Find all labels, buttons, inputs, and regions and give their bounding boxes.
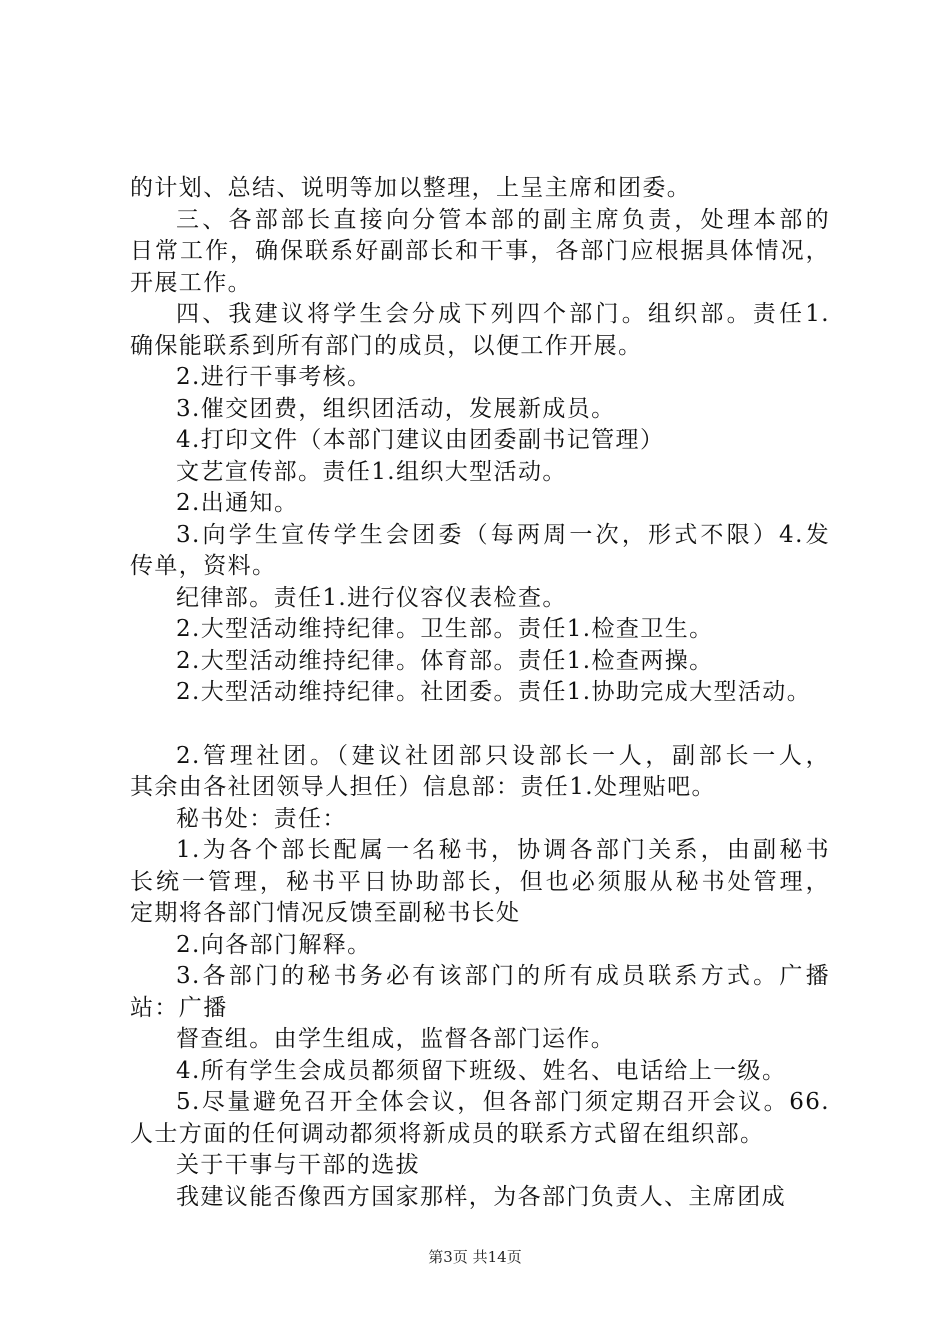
text-line: 长统一管理，秘书平日协助部长，但也必须服从秘书处管理， [130,868,830,895]
text-line: 2.向各部门解释。 [176,931,372,958]
text-line: 三、各部部长直接向分管本部的副主席负责，处理本部的 [176,206,830,233]
text-line: 2.大型活动维持纪律。体育部。责任1.检查两操。 [176,647,714,674]
text-line: 确保能联系到所有部门的成员，以便工作开展。 [130,332,643,359]
text-line: 文艺宣传部。责任1.组织大型活动。 [176,458,567,485]
text-line: 3.催交团费，组织团活动，发展新成员。 [176,395,616,422]
text-line: 四、我建议将学生会分成下列四个部门。组织部。责任1. [176,301,830,327]
text-line: 5.尽量避免召开全体会议，但各部门须定期召开会议。66. [176,1089,830,1115]
text-line: 2.进行干事考核。 [176,364,372,390]
text-line: 人士方面的任何调动都须将新成员的联系方式留在组织部。 [130,1120,765,1147]
document-body [130,173,830,1213]
text-line: 定期将各部门情况反馈至副秘书长处 [130,900,521,926]
text-line: 3.向学生宣传学生会团委（每两周一次，形式不限）4.发 [176,521,830,548]
text-line: 1.为各个部长配属一名秘书，协调各部门关系，由副秘书 [176,837,830,863]
text-line: 开展工作。 [130,269,252,296]
text-line: 2.管理社团。（建议社团部只设部长一人，副部长一人， [176,742,830,769]
text-line: 站：广播 [130,994,228,1021]
text-line: 2.大型活动维持纪律。卫生部。责任1.检查卫生。 [176,616,714,642]
text-line: 传单，资料。 [130,553,277,579]
text-line: 4.打印文件（本部门建议由团委副书记管理） [176,427,665,453]
text-line: 4.所有学生会成员都须留下班级、姓名、电话给上一级。 [176,1057,787,1084]
text-line: 其余由各社团领导人担任）信息部：责任1.处理贴吧。 [130,774,716,800]
text-line: 督查组。由学生组成，监督各部门运作。 [176,1026,616,1052]
text-line: 关于干事与干部的选拔 [176,1152,420,1178]
text-line: 秘书处：责任： [176,805,347,832]
text-line: 纪律部。责任1.进行仪容仪表检查。 [176,584,567,611]
text-line: 3.各部门的秘书务必有该部门的所有成员联系方式。广播 [176,963,830,989]
text-line: 2.大型活动维持纪律。社团委。责任1.协助完成大型活动。 [176,679,812,705]
paragraph-gap [130,709,830,741]
page-number-footer: 第3页 共14页 [428,1248,522,1266]
text-line: 我建议能否像西方国家那样，为各部门负责人、主席团成 [176,1183,786,1210]
text-line: 2.出通知。 [176,490,299,516]
text-line: 日常工作，确保联系好副部长和干事，各部门应根据具体情况， [130,238,830,264]
text-line: 的计划、总结、说明等加以整理，上呈主席和团委。 [130,175,692,201]
